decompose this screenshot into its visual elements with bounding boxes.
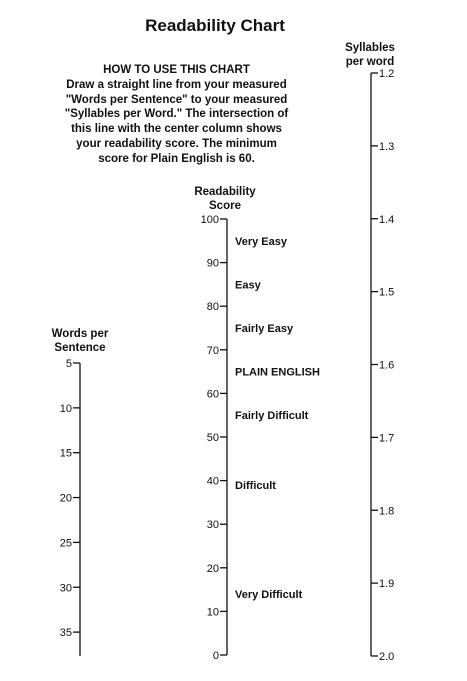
syllables-per-word-tick-label: 1.4 — [379, 213, 395, 226]
readability-score-tick-label: 40 — [206, 475, 219, 488]
readability-score-tick-label: 30 — [206, 519, 219, 532]
instructions-line: your readability score. The minimum — [76, 137, 277, 150]
words-per-sentence-tick-label: 35 — [59, 627, 72, 640]
readability-band-label: Easy — [235, 279, 261, 292]
syllables-per-word-tick-label: 2.0 — [379, 651, 395, 663]
instructions-line: this line with the center column shows — [71, 123, 282, 136]
readability-score-tick-label: 10 — [206, 606, 219, 619]
readability-band-label: Very Difficult — [235, 588, 303, 601]
syllables-per-word-tick-label: 1.6 — [379, 359, 395, 372]
words-per-sentence-label: Words per Sentence — [51, 328, 109, 354]
readability-score-tick-label: 60 — [206, 388, 219, 401]
readability-band-label: Fairly Easy — [235, 323, 294, 335]
syllables-per-word-tick-label: 1.9 — [379, 578, 395, 591]
words-per-sentence-tick-label: 10 — [59, 402, 72, 415]
instructions-line: "Words per Sentence" to your measured — [65, 93, 288, 106]
readability-band-label: Very Easy — [235, 235, 287, 248]
readability-score-tick-label: 100 — [200, 214, 219, 226]
chart-title: Readability Chart — [145, 16, 285, 35]
words-per-sentence-tick-label: 25 — [59, 537, 72, 550]
readability-score-tick-label: 50 — [206, 432, 219, 444]
syllables-per-word-tick-label: 1.7 — [379, 432, 395, 445]
syllables-per-word-tick-label: 1.3 — [379, 140, 395, 153]
readability-score-tick-label: 0 — [212, 650, 219, 662]
words-per-sentence-tick-label: 5 — [65, 358, 72, 370]
words-per-sentence-tick-label: 20 — [59, 492, 72, 505]
syllables-per-word-label: Syllables per word — [345, 42, 395, 68]
readability-score-tick-label: 80 — [206, 301, 219, 314]
readability-band-label: PLAIN ENGLISH — [235, 366, 320, 379]
readability-score-tick-label: 20 — [206, 562, 219, 575]
readability-score-tick-label: 90 — [206, 257, 219, 270]
instructions-line: "Syllables per Word." The intersection of — [64, 108, 289, 121]
readability-band-label: Difficult — [235, 479, 276, 492]
syllables-per-word-tick-label: 1.5 — [379, 286, 395, 299]
readability-score-tick-label: 70 — [206, 344, 219, 357]
instructions-line: Draw a straight line from your measured — [66, 78, 287, 91]
syllables-per-word-tick-label: 1.2 — [379, 68, 395, 80]
words-per-sentence-tick-label: 30 — [59, 582, 72, 595]
readability-score-label: Readability Score — [194, 186, 256, 212]
instructions-heading: HOW TO USE THIS CHART — [103, 64, 250, 76]
syllables-per-word-tick-label: 1.8 — [379, 505, 395, 518]
instructions-line: score for Plain English is 60. — [98, 152, 255, 165]
readability-band-label: Fairly Difficult — [235, 410, 309, 423]
words-per-sentence-tick-label: 15 — [59, 447, 72, 460]
